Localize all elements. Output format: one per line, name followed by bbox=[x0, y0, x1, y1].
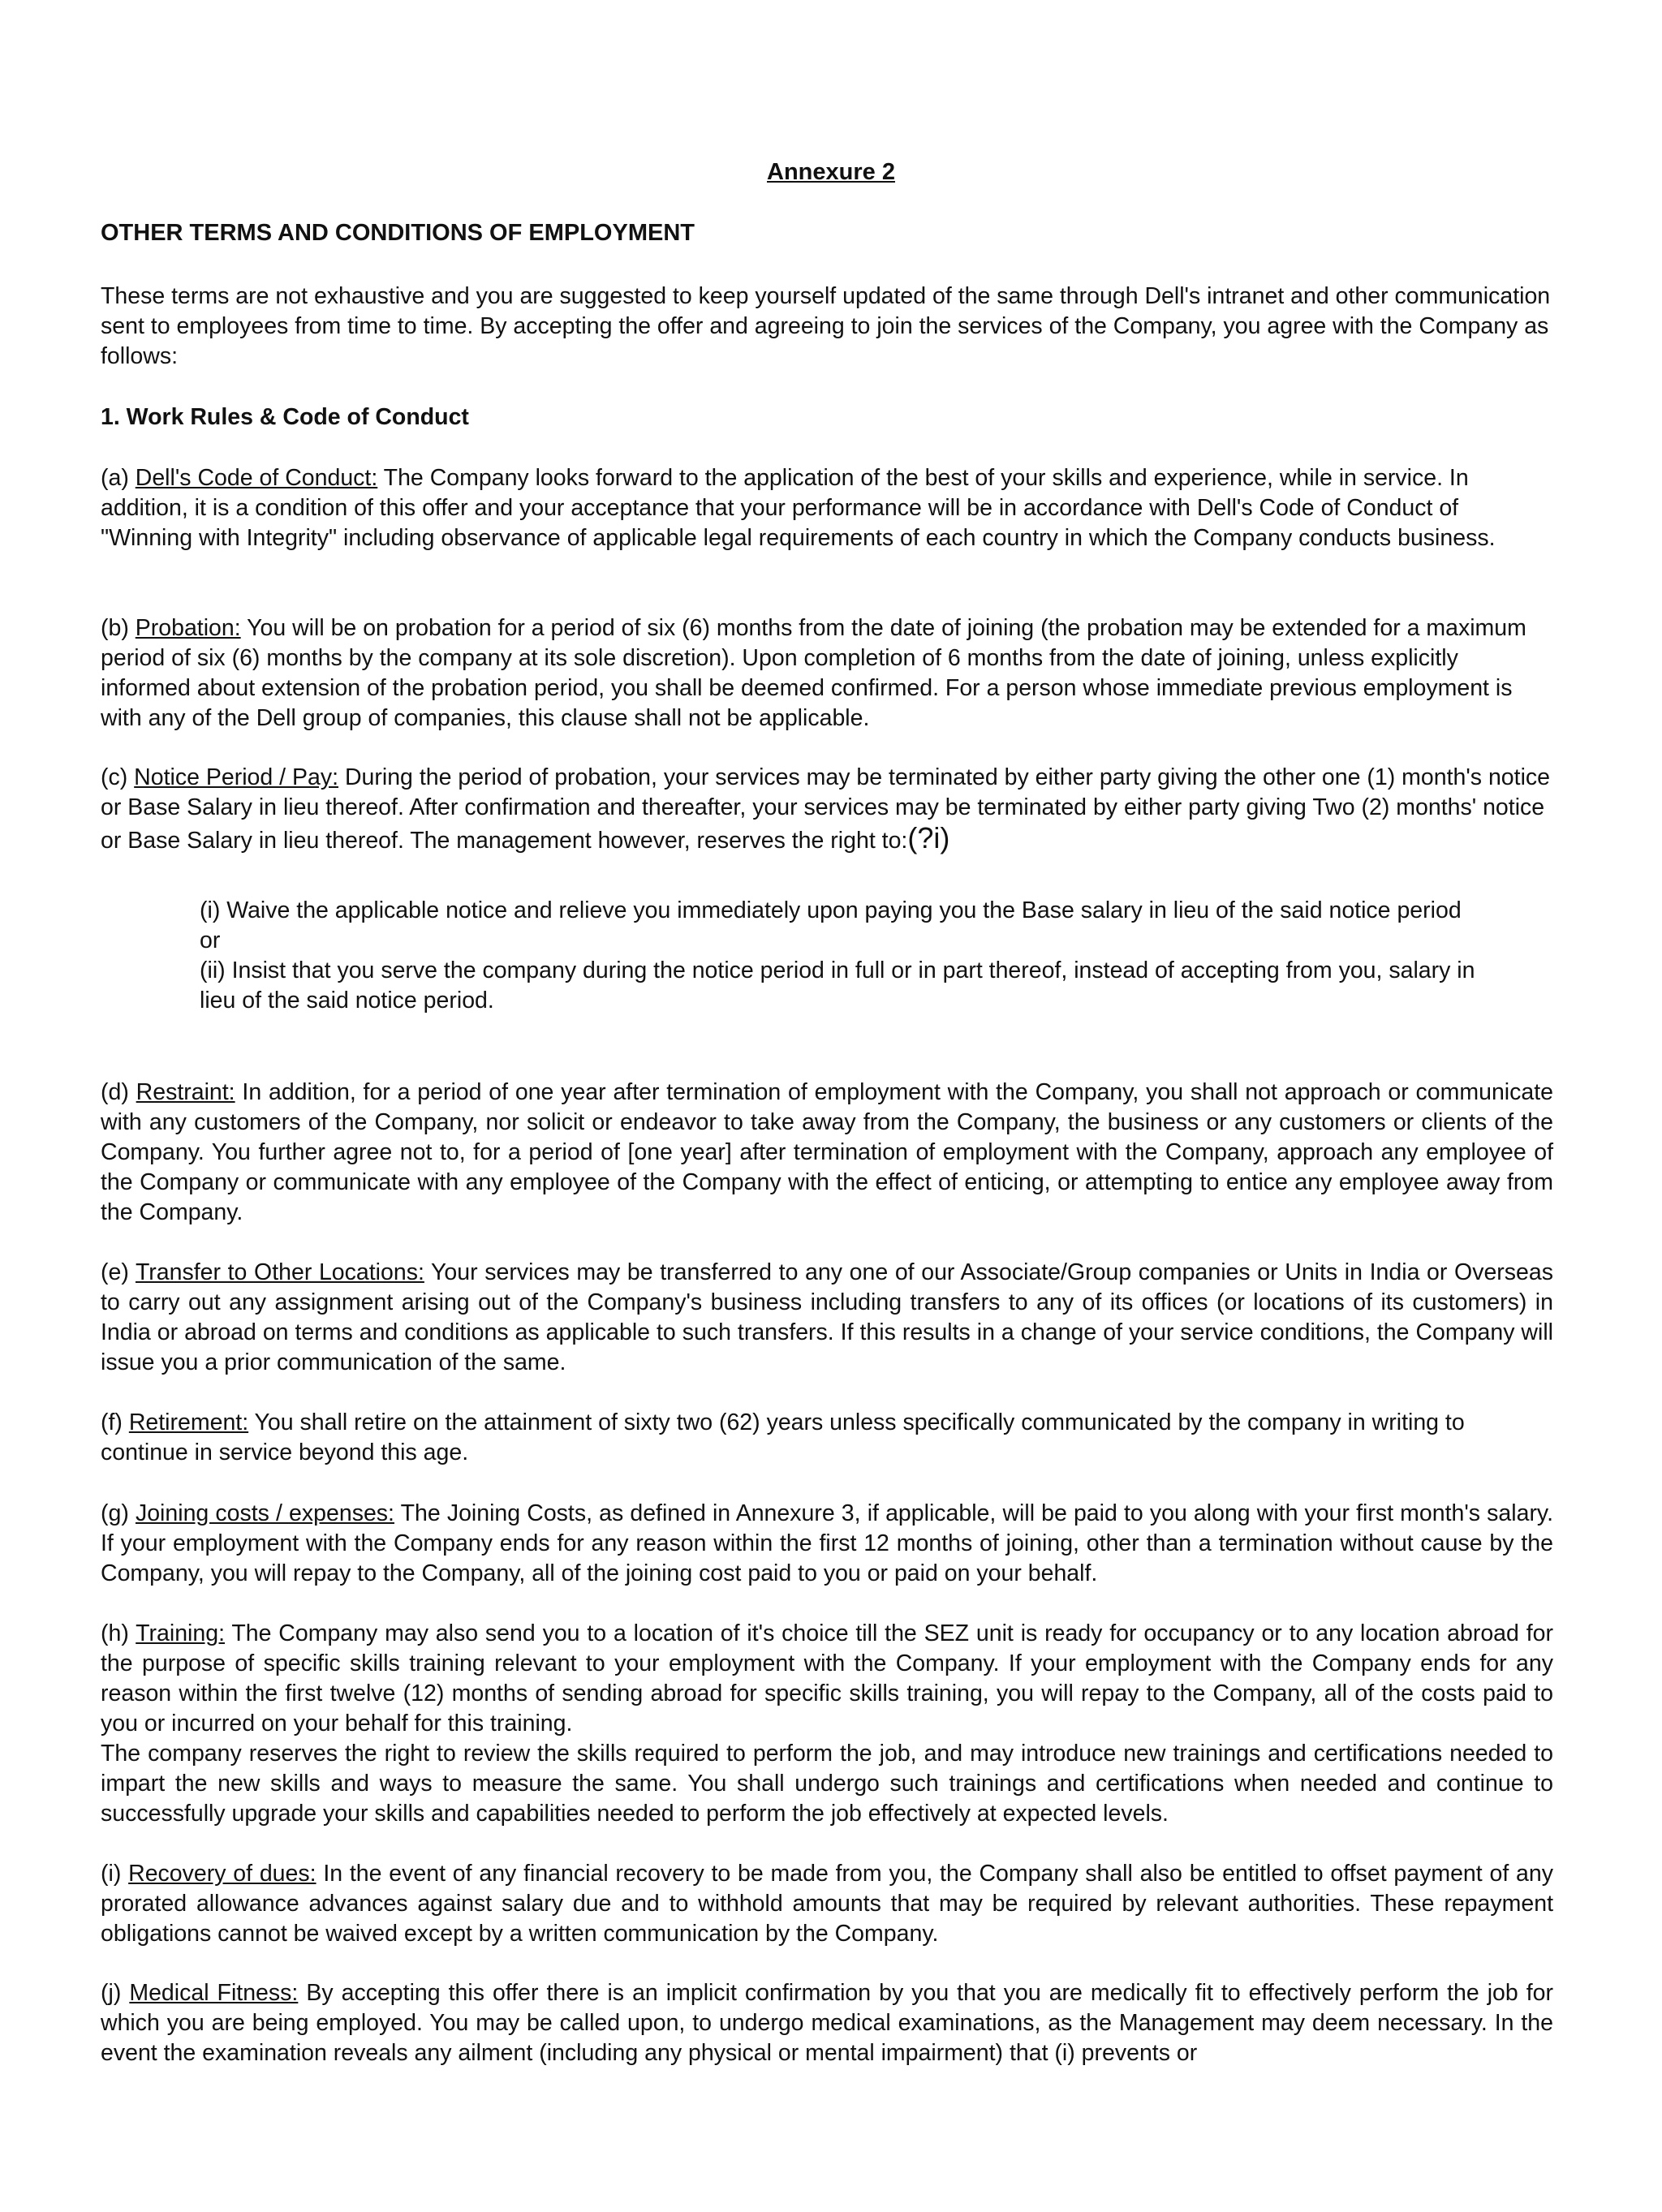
clause-title: Restraint: bbox=[136, 1079, 235, 1105]
clause-text: The Company may also send you to a location of it's choice till the SEZ unit is ready for occupancy or to any location abroad for the purpose of specific skills training relevant to your employment with the Company. If your employment with the Company ends for any reason within the first twelve (12) months of sending abroad for specific skills training, you will repay to the Company, all of the costs paid to you or incurred on your behalf for this training. bbox=[101, 1620, 1553, 1736]
clause-text: The Company looks forward to the application of the best of your skills and experience, while in service. In addition, it is a condition of this offer and your acceptance that your performance will be in accordance with Dell's Code of Conduct of "Winning with Integrity" including observance of applicable legal requirements of each country in which the Company conducts business. bbox=[101, 465, 1496, 551]
intro-paragraph: These terms are not exhaustive and you are suggested to keep yourself updated of the same through Dell's intranet and other communication sent to employees from time to time. By accepting the offer and agreeing to join the services of the Company, you agree with the Company as follows: bbox=[101, 283, 1551, 369]
clause-title: Joining costs / expenses: bbox=[135, 1500, 394, 1526]
clause-h-extra-paragraph: The company reserves the right to review the skills required to perform the job, and may introduce new trainings and certifications needed to impart the new skills and ways to measure the same. You shall undergo such trainings and certifications when needed and continue to successfully upgrade your skills and capabilities needed to perform the job effectively at expected levels. bbox=[101, 1741, 1553, 1827]
clause-e bbox=[101, 1258, 1553, 1378]
clause-text: Your services may be transferred to any one of our Associate/Group companies or Units in India or Overseas to carry out any assignment arising out of the Company's business including transfers to any of its offices (or locations of its customers) in India or abroad on terms and conditions as applicable to such transfers. If this results in a change of your service conditions, the Company will issue you a prior communication of the same. bbox=[101, 1259, 1553, 1375]
clause-prefix: (b) bbox=[101, 615, 136, 641]
clause-title: Training: bbox=[136, 1620, 225, 1646]
section-1-heading: 1. Work Rules & Code of Conduct bbox=[101, 404, 469, 430]
clause-prefix: (i) bbox=[101, 1861, 129, 1887]
clause-text: By accepting this offer there is an implicit confirmation by you that you are medically fit to effectively perform the job for which you are being employed. You may be called upon, to undergo medical examinations, as the Management may deem necessary. In the event the examination reveals any ailment (including any physical or mental impairment) that (i) prevents or bbox=[101, 1980, 1553, 2066]
clause-title: Medical Fitness: bbox=[129, 1980, 299, 2006]
clause-b bbox=[101, 613, 1553, 734]
clause-title: Dell's Code of Conduct: bbox=[135, 465, 378, 491]
clause-text: The Joining Costs, as defined in Annexure 3, if applicable, will be paid to you along with your first month's salary. If your employment with the Company ends for any reason within the first 12 months of joining, other than a termination without cause by the Company, you will repay to the Company, all of the joining cost paid to you or paid on your behalf. bbox=[101, 1500, 1553, 1586]
clause-text: In the event of any financial recovery to be made from you, the Company shall also be entitled to offset payment of any prorated allowance advances against salary due and to withhold amounts that may be required by relevant authorities. These repayment obligations cannot be waived except by a written communication by the Company. bbox=[101, 1861, 1553, 1947]
clause-text: You shall retire on the attainment of sixty two (62) years unless specifically communicated by the company in writing to continue in service beyond this age. bbox=[101, 1409, 1465, 1465]
clause-f bbox=[101, 1408, 1553, 1468]
clause-title: Probation: bbox=[135, 615, 241, 641]
annexure-title: Annexure 2 bbox=[767, 159, 895, 185]
clause-c-trailing-mark: (?i) bbox=[907, 821, 950, 854]
clause-title: Transfer to Other Locations: bbox=[135, 1259, 424, 1285]
clause-prefix: (e) bbox=[101, 1259, 136, 1285]
clause-c-sub-item-i: (i) Waive the applicable notice and relieve you immediately upon paying you the Base salary in lieu of the said notice period or bbox=[200, 897, 1462, 953]
clause-title: Notice Period / Pay: bbox=[134, 764, 339, 790]
clause-prefix: (f) bbox=[101, 1409, 129, 1435]
clause-title: Retirement: bbox=[128, 1409, 249, 1435]
clause-text: During the period of probation, your services may be terminated by either party giving the other one (1) month's notice or Base Salary in lieu thereof. After confirmation and thereafter, your services may be terminated by either party giving Two (2) months' notice or Base Salary in lieu thereof. The management however, reserves the right to: bbox=[101, 764, 1551, 854]
clause-prefix: (d) bbox=[101, 1079, 136, 1105]
clause-c bbox=[101, 763, 1553, 856]
clause-g bbox=[101, 1499, 1553, 1589]
clause-d bbox=[101, 1078, 1553, 1228]
clause-a bbox=[101, 463, 1553, 553]
document-heading: OTHER TERMS AND CONDITIONS OF EMPLOYMENT bbox=[101, 220, 695, 246]
clause-i bbox=[101, 1859, 1553, 1949]
clause-prefix: (j) bbox=[101, 1980, 130, 2006]
clause-j bbox=[101, 1978, 1553, 2068]
clause-text: In addition, for a period of one year after termination of employment with the Company, you shall not approach or communicate with any customers of the Company, nor solicit or endeavor to take away from the Company, the business or any customers or clients of the Company. You further agree not to, for a period of [one year] after termination of employment with the Company, approach any employee of the Company or communicate with any employee of the Company with the effect of enticing, or attempting to entice any employee away from the Company. bbox=[101, 1079, 1554, 1225]
clause-prefix: (c) bbox=[101, 764, 135, 790]
clause-h bbox=[101, 1619, 1553, 1739]
clause-prefix: (g) bbox=[101, 1500, 136, 1526]
clause-prefix: (h) bbox=[101, 1620, 136, 1646]
clause-prefix: (a) bbox=[101, 465, 136, 491]
clause-text: You will be on probation for a period of six (6) months from the date of joining (the probation may be extended for a maximum period of six (6) months by the company at its sole discretion). Upon completion of 6 months from the date of joining, unless explicitly informed about extension of the probation period, you shall be deemed confirmed. For a person whose immediate previous employment is with any of the Dell group of companies, this clause shall not be applicable. bbox=[101, 615, 1526, 731]
clause-c-sub-item-ii: (ii) Insist that you serve the company during the notice period in full or in part thereof, instead of accepting from you, salary in lieu of the said notice period. bbox=[200, 958, 1475, 1013]
clause-title: Recovery of dues: bbox=[128, 1861, 316, 1887]
